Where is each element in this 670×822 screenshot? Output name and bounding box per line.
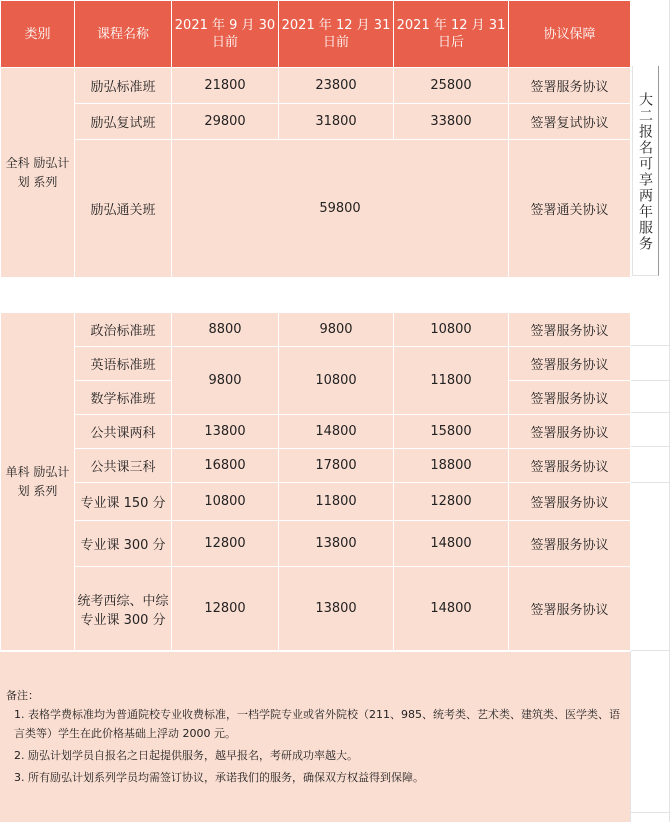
price-cell: 21800 bbox=[172, 68, 279, 104]
table-row bbox=[1, 68, 631, 104]
price-cell: 12800 bbox=[172, 521, 279, 567]
agreement-cell: 签署服务协议 bbox=[509, 567, 631, 651]
price-cell: 10800 bbox=[172, 483, 279, 521]
table-row bbox=[1, 521, 631, 567]
price-cell: 13800 bbox=[172, 415, 279, 449]
price-cell: 10800 bbox=[279, 347, 394, 415]
agreement-cell: 签署复试协议 bbox=[509, 104, 631, 140]
course-name: 统考西综、中综 专业课 300 分 bbox=[75, 567, 172, 651]
price-cell: 10800 bbox=[394, 313, 509, 347]
price-cell: 31800 bbox=[279, 104, 394, 140]
table-row bbox=[1, 415, 631, 449]
price-cell: 12800 bbox=[172, 567, 279, 651]
course-name: 专业课 150 分 bbox=[75, 483, 172, 521]
price-cell: 25800 bbox=[394, 68, 509, 104]
price-cell: 14800 bbox=[394, 567, 509, 651]
agreement-cell: 签署服务协议 bbox=[509, 483, 631, 521]
agreement-cell: 签署服务协议 bbox=[509, 381, 631, 415]
course-name: 励弘复试班 bbox=[75, 104, 172, 140]
price-cell: 59800 bbox=[172, 140, 509, 278]
price-cell: 23800 bbox=[279, 68, 394, 104]
price-cell: 16800 bbox=[172, 449, 279, 483]
note-item: 3. 所有励弘计划系列学员均需签订协议，承诺我们的服务，确保双方权益得到保障。 bbox=[14, 771, 424, 784]
price-cell: 13800 bbox=[279, 521, 394, 567]
price-cell: 11800 bbox=[394, 347, 509, 415]
price-cell: 11800 bbox=[279, 483, 394, 521]
table-row bbox=[1, 449, 631, 483]
price-cell: 15800 bbox=[394, 415, 509, 449]
table-row bbox=[1, 347, 631, 381]
header-row bbox=[1, 1, 631, 68]
agreement-cell: 签署服务协议 bbox=[509, 347, 631, 381]
header-category: 类别 bbox=[1, 1, 75, 68]
course-name: 公共课两科 bbox=[75, 415, 172, 449]
price-cell: 13800 bbox=[279, 567, 394, 651]
header-col3: 2021 年 12 月 31 日后 bbox=[394, 1, 509, 68]
table-row bbox=[1, 140, 631, 278]
category-cell: 全科 励弘计划 系列 bbox=[1, 68, 75, 278]
price-cell: 9800 bbox=[172, 347, 279, 415]
price-cell: 14800 bbox=[394, 521, 509, 567]
table-row bbox=[1, 567, 631, 651]
table-row bbox=[1, 483, 631, 521]
header-col1: 2021 年 9 月 30 日前 bbox=[172, 1, 279, 68]
course-name: 英语标准班 bbox=[75, 347, 172, 381]
price-cell: 33800 bbox=[394, 104, 509, 140]
price-cell: 8800 bbox=[172, 313, 279, 347]
price-cell: 12800 bbox=[394, 483, 509, 521]
notes-section bbox=[0, 652, 630, 822]
price-cell: 17800 bbox=[279, 449, 394, 483]
course-name: 公共课三科 bbox=[75, 449, 172, 483]
agreement-cell: 签署服务协议 bbox=[509, 415, 631, 449]
spacer-row bbox=[1, 278, 631, 313]
side-note: 大二报名可享两年服务 bbox=[632, 66, 659, 276]
price-cell: 9800 bbox=[279, 313, 394, 347]
table-row bbox=[1, 313, 631, 347]
category-cell: 单科 励弘计划 系列 bbox=[1, 313, 75, 651]
agreement-cell: 签署服务协议 bbox=[509, 313, 631, 347]
course-name: 励弘标准班 bbox=[75, 68, 172, 104]
header-course: 课程名称 bbox=[75, 1, 172, 68]
price-cell: 14800 bbox=[279, 415, 394, 449]
notes-list bbox=[14, 705, 622, 790]
agreement-cell: 签署服务协议 bbox=[509, 521, 631, 567]
price-cell: 29800 bbox=[172, 104, 279, 140]
agreement-cell: 签署服务协议 bbox=[509, 449, 631, 483]
note-item: 1. 表格学费标准均为普通院校专业收费标准，一档学院专业或省外院校（211、985、统考类、艺术类、建筑类、医学类、语言类等）学生在此价格基础上浮动 2000 元。 bbox=[14, 708, 620, 740]
note-item: 2. 励弘计划学员自报名之日起提供服务，越早报名，考研成功率越大。 bbox=[14, 749, 358, 762]
header-col2: 2021 年 12 月 31 日前 bbox=[279, 1, 394, 68]
agreement-cell: 签署通关协议 bbox=[509, 140, 631, 278]
table-row bbox=[1, 104, 631, 140]
course-name: 政治标准班 bbox=[75, 313, 172, 347]
agreement-cell: 签署服务协议 bbox=[509, 68, 631, 104]
course-name: 数学标准班 bbox=[75, 381, 172, 415]
course-name: 励弘通关班 bbox=[75, 140, 172, 278]
header-guarantee: 协议保障 bbox=[509, 1, 631, 68]
price-cell: 18800 bbox=[394, 449, 509, 483]
notes-title: 备注： bbox=[6, 689, 39, 702]
course-name: 专业课 300 分 bbox=[75, 521, 172, 567]
